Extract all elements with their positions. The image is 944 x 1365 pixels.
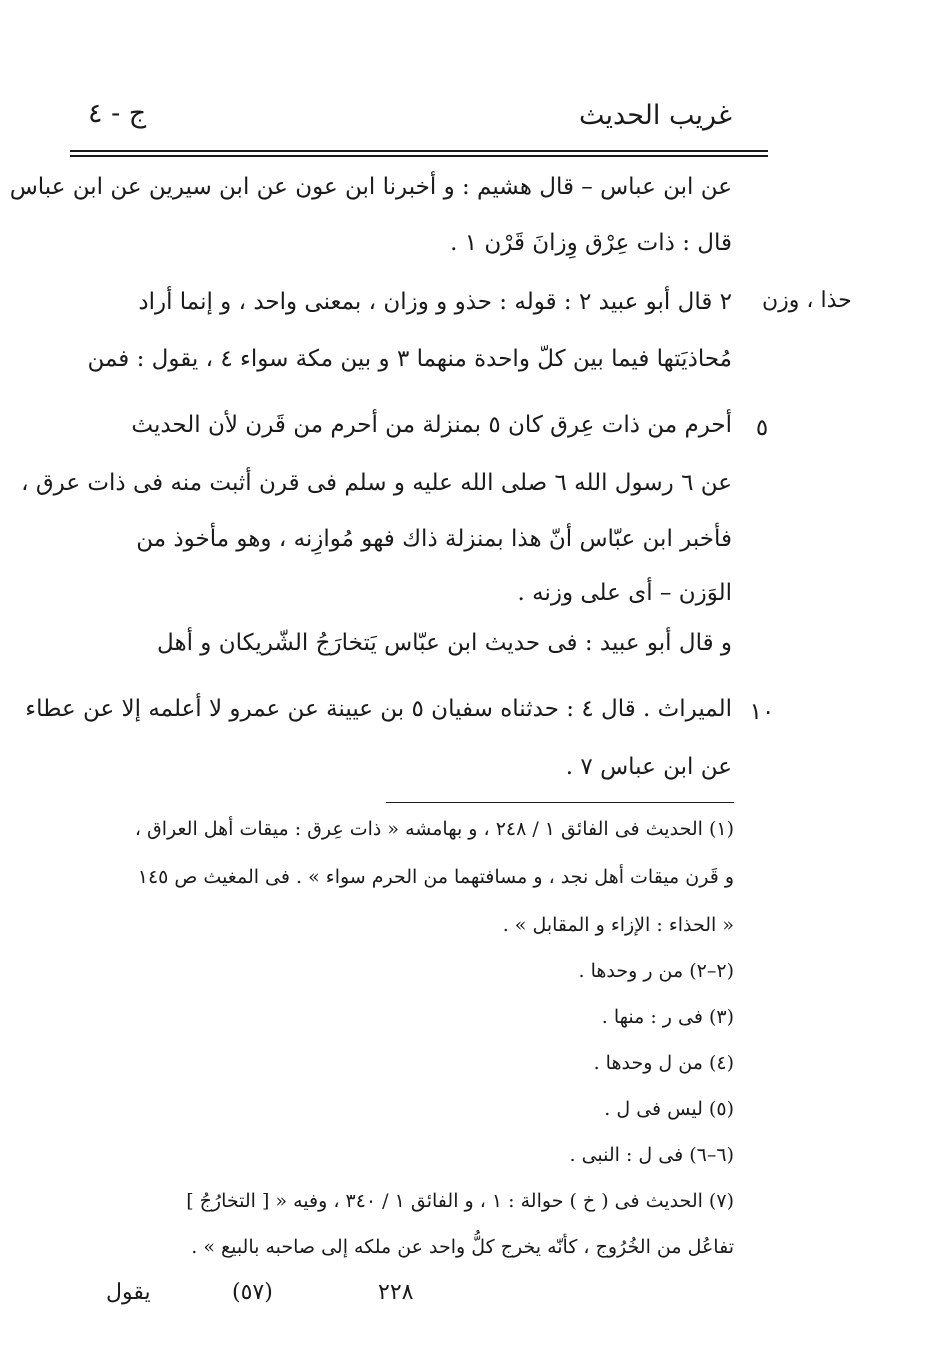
- catchword: يقول: [106, 1280, 151, 1305]
- footnote-line-4: (٢–٢) من ر وحدها .: [578, 960, 734, 982]
- footnote-line-2: و قَرن ميقات أهل نجد ، و مسافتهما من الحرم سواء » . فى المغيث ص ١٤٥: [137, 866, 734, 888]
- text-line-4: مُحاذيَتها فيما بين كلّ واحدة منهما ٣ و بين مكة سواء ٤ ، يقول : فمن: [87, 346, 732, 372]
- signature-mark: (٥٧): [232, 1280, 273, 1305]
- footnote-line-1: (١) الحديث فى الفائق ١ / ٢٤٨ ، و بهامشه « ذات عِرق : ميقات أهل العراق ،: [134, 818, 734, 840]
- page-number: ٢٢٨: [378, 1280, 414, 1305]
- footnote-line-9: (٧) الحديث فى ( خ ) حوالة : ١ ، و الفائق ١ / ٣٤٠ ، وفيه « [ التخارُجُ ]: [186, 1190, 734, 1212]
- running-title: غريب الحديث: [579, 100, 732, 131]
- text-line-9: و قال أبو عبيد : فى حديث ابن عبّاس يَتخارَجُ الشّريكان و أهل: [157, 630, 732, 656]
- footnote-line-3: « الحذاء : الإزاء و المقابل » .: [502, 914, 734, 936]
- text-line-10: الميراث . قال ٤ : حدثناه سفيان ٥ بن عيينة عن عمرو لا أعلمه إلا عن عطاء: [25, 696, 732, 722]
- footnote-line-10: تفاعُل من الخُرُوج ، كأنّه يخرج كلُّ واحد عن ملكه إلى صاحبه بالبيع » .: [191, 1236, 734, 1258]
- footnote-line-7: (٥) ليس فى ل .: [604, 1098, 734, 1120]
- header-rule-bottom: [70, 155, 768, 157]
- footnote-line-6: (٤) من ل وحدها .: [593, 1052, 734, 1074]
- text-line-2: قال : ذات عِرْق وِزانَ قَرْن ١ .: [450, 230, 732, 256]
- margin-keyword-note: حذا ، وزن: [762, 288, 852, 313]
- text-line-1: عن ابن عباس – قال هشيم : و أخبرنا ابن عون عن ابن سيرين عن ابن عباس: [9, 174, 732, 200]
- text-line-5: أحرم من ذات عِرق كان ٥ بمنزلة من أحرم من قَرن لأن الحديث: [131, 412, 732, 438]
- volume-indicator: ج - ٤: [88, 98, 147, 129]
- footnote-line-5: (٣) فى ر : منها .: [601, 1006, 734, 1028]
- text-line-7: فأخبر ابن عبّاس أنّ هذا بمنزلة ذاك فهو مُوازِنه ، وهو مأخوذ من: [136, 526, 732, 552]
- line-number-5: ٥: [755, 415, 769, 441]
- text-line-11: عن ابن عباس ٧ .: [565, 754, 732, 780]
- footnote-line-8: (٦–٦) فى ل : النبى .: [569, 1144, 734, 1166]
- header-rule-top: [70, 150, 768, 152]
- text-line-8: الوَزن – أى على وزنه .: [517, 580, 732, 606]
- line-number-10: ١٠: [749, 699, 775, 725]
- text-line-6: عن ٦ رسول الله ٦ صلى الله عليه و سلم فى قرن أثبت منه فى ذات عرق ،: [21, 470, 732, 496]
- text-line-3: ٢ قال أبو عبيد ٢ : قوله : حذو و وزان ، بمعنى واحد ، و إنما أراد: [138, 289, 732, 315]
- footnote-separator: [386, 802, 734, 803]
